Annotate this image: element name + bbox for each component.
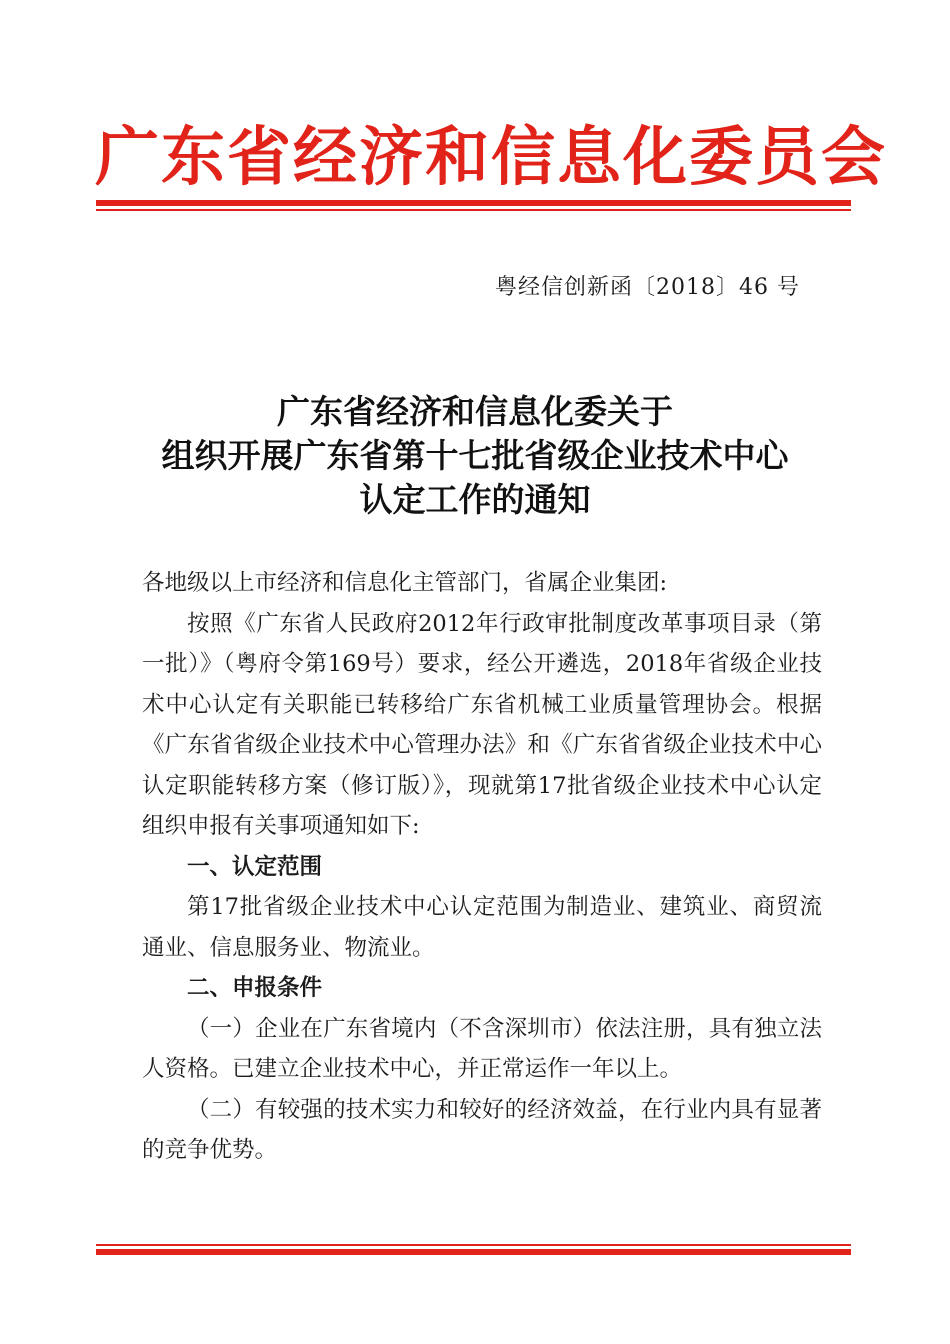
section-2-item-2: （二）有较强的技术实力和较好的经济效益，在行业内具有显著的竞争优势。 [142, 1096, 822, 1163]
section-1-paragraph: 第17批省级企业技术中心认定范围为制造业、建筑业、商贸流通业、信息服务业、物流业。 [142, 894, 822, 961]
section-1-heading: 一、认定范围 [187, 853, 323, 880]
document-number: 粤经信创新函〔2018〕46 号 [495, 275, 800, 300]
letterhead-rule-thin [96, 209, 851, 211]
intro-paragraph: 按照《广东省人民政府2012年行政审批制度改革事项目录（第一批）》（粤府令第169号）要求，经公开遴选，2018年省级企业技术中心认定有关职能已转移给广东省机械工业质量管理协会。根据《广东省省级企业技术中心管理办法》和《广东省省级企业技术中心认定职能转移方案（修订版）》，现就第17批省级企业技术中心认定组织申报有关事项通知如下: [142, 610, 822, 839]
section-2-item-1: （一）企业在广东省境内（不含深圳市）依法注册，具有独立法人资格。已建立企业技术中心，并正常运作一年以上。 [142, 1015, 822, 1082]
letterhead-org-name: 广东省经济和信息化委员会 [95, 121, 887, 195]
title-line-3: 认定工作的通知 [359, 480, 591, 519]
document-title [95, 390, 855, 522]
document-body [142, 563, 822, 1171]
footer-rule-thin [96, 1244, 851, 1246]
salutation: 各地级以上市经济和信息化主管部门，省属企业集团: [142, 570, 668, 596]
section-2-heading: 二、申报条件 [187, 975, 323, 1001]
letterhead-rule-thick [96, 200, 851, 206]
title-line-2: 组织开展广东省第十七批省级企业技术中心 [161, 436, 789, 475]
footer-rule-thick [96, 1249, 851, 1255]
title-line-1: 广东省经济和信息化委关于 [277, 392, 673, 431]
